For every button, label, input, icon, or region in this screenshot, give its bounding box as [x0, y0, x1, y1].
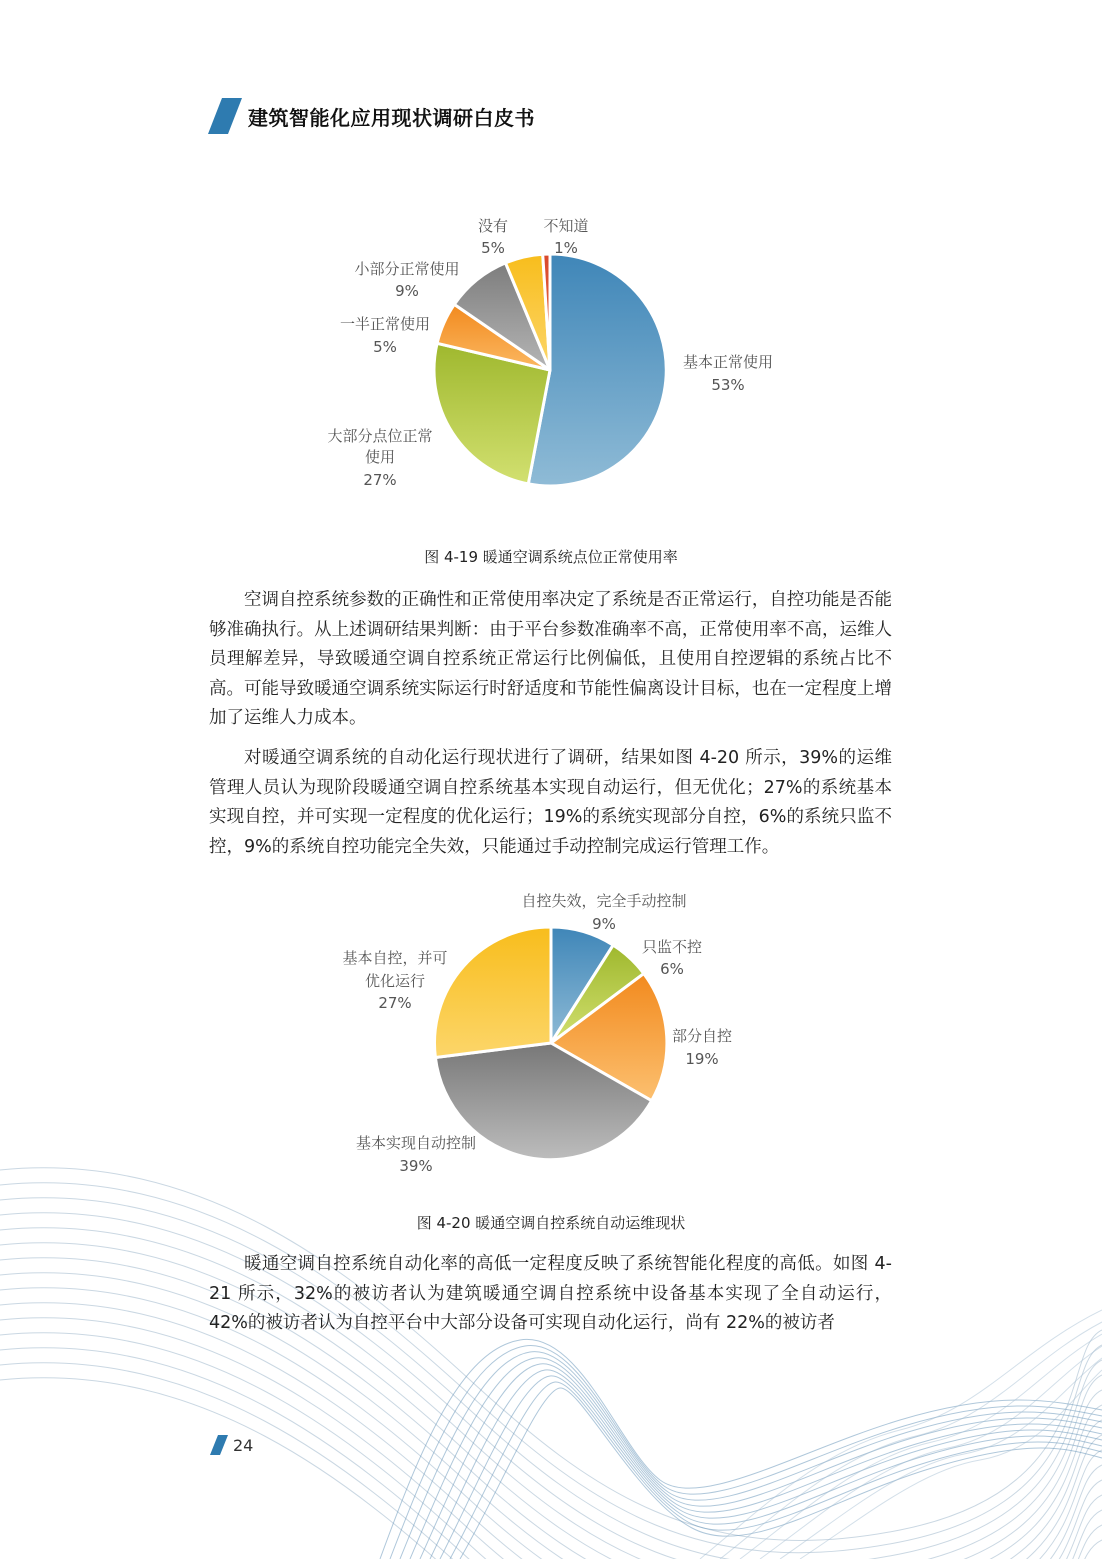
page-header: [208, 98, 535, 134]
svg-text:没有: 没有: [477, 217, 509, 235]
svg-text:53%: 53%: [711, 376, 745, 394]
svg-text:只监不控: 只监不控: [641, 938, 703, 956]
svg-text:19%: 19%: [685, 1050, 719, 1068]
svg-text:基本自控，并可: 基本自控，并可: [342, 949, 448, 967]
svg-text:一半正常使用: 一半正常使用: [339, 315, 431, 333]
svg-text:27%: 27%: [363, 471, 397, 489]
svg-text:使用: 使用: [364, 448, 396, 466]
svg-text:6%: 6%: [660, 960, 684, 978]
page-footer: [210, 1435, 253, 1455]
svg-text:不知道: 不知道: [543, 217, 589, 235]
svg-text:5%: 5%: [373, 338, 397, 356]
figure-caption-4-19: 图 4-19 暖通空调系统点位正常使用率: [424, 548, 678, 566]
paragraph-3: 暖通空调自控系统自动化率的高低一定程度反映了系统智能化程度的高低。如图 4-21 所示，32%的被访者认为建筑暖通空调自控系统中设备基本实现了全自动运行，42%的被访者认为自控平台中大部分设备可实现自动化运行，尚有 22%的被访者: [209, 1254, 892, 1333]
svg-text:5%: 5%: [481, 239, 505, 257]
svg-text:39%: 39%: [399, 1157, 433, 1175]
svg-text:自控失效，完全手动控制: 自控失效，完全手动控制: [521, 892, 687, 910]
svg-text:基本实现自动控制: 基本实现自动控制: [355, 1134, 477, 1152]
document-title: 建筑智能化应用现状调研白皮书: [248, 105, 535, 130]
page-number: 24: [233, 1435, 254, 1455]
svg-text:基本正常使用: 基本正常使用: [682, 353, 774, 371]
svg-text:27%: 27%: [378, 994, 412, 1012]
svg-text:1%: 1%: [554, 239, 578, 257]
pie-chart-point-usage-rate: [300, 205, 820, 505]
svg-text:9%: 9%: [592, 915, 616, 933]
figure-caption-4-20: 图 4-20 暖通空调自控系统自动运维现状: [416, 1214, 686, 1232]
paragraph-1: 空调自控系统参数的正确性和正常使用率决定了系统是否正常运行，自控功能是否能够准确执行。从上述调研结果判断：由于平台参数准确率不高，正常使用率不高，运维人员理解差异，导致暖通空调自控系统正常运行比例偏低，且使用自控逻辑的系统占比不高。可能导致暖通空调系统实际运行时舒适度和节能性偏离设计目标，也在一定程度上增加了运维人力成本。: [209, 590, 892, 728]
svg-text:大部分点位正常: 大部分点位正常: [327, 427, 433, 445]
svg-text:小部分正常使用: 小部分正常使用: [354, 260, 460, 278]
pie-chart-auto-operation-status: [320, 885, 740, 1185]
footer-accent-bar-icon: [210, 1435, 228, 1455]
svg-text:部分自控: 部分自控: [671, 1027, 733, 1045]
header-accent-bar-icon: [208, 98, 242, 134]
svg-text:优化运行: 优化运行: [364, 972, 426, 990]
paragraph-2: 对暖通空调系统的自动化运行现状进行了调研，结果如图 4-20 所示，39%的运维管理人员认为现阶段暖通空调自控系统基本实现自动运行，但无优化；27%的系统基本实现自控，并可实现一定程度的优化运行；19%的系统实现部分自控，6%的系统只监不控，9%的系统自控功能完全失效，只能通过手动控制完成运行管理工作。: [209, 748, 892, 857]
slice-auto-optimized: [434, 927, 551, 1058]
svg-text:9%: 9%: [395, 282, 419, 300]
